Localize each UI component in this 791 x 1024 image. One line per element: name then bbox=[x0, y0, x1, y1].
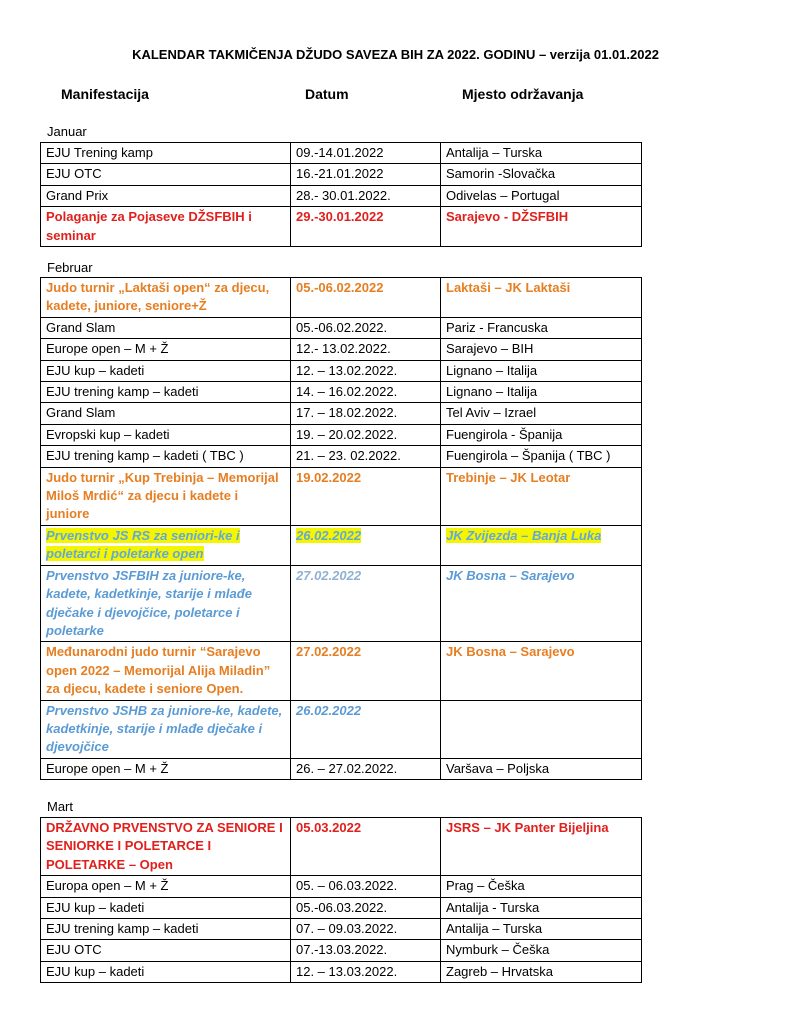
event-cell-text: Grand Slam bbox=[46, 319, 116, 335]
event-cell bbox=[41, 185, 291, 206]
date-cell bbox=[291, 446, 441, 467]
date-cell bbox=[291, 339, 441, 360]
table-februar bbox=[40, 277, 642, 780]
date-cell-text: 26. – 27.02.2022. bbox=[296, 760, 398, 776]
event-cell-text: EJU trening kamp – kadeti bbox=[46, 384, 199, 400]
table-row bbox=[41, 360, 642, 381]
place-cell bbox=[441, 758, 642, 779]
place-cell-text: JK Bosna – Sarajevo bbox=[446, 567, 575, 583]
header-event: Manifestacija bbox=[61, 86, 149, 102]
event-cell bbox=[41, 278, 291, 318]
event-cell bbox=[41, 446, 291, 467]
event-cell-text: Polaganje za Pojaseve DŽSFBIH i seminar bbox=[46, 209, 252, 243]
event-cell-text: EJU trening kamp – kadeti ( TBC ) bbox=[46, 448, 244, 464]
date-cell bbox=[291, 424, 441, 445]
date-cell bbox=[291, 525, 441, 565]
table-row bbox=[41, 467, 642, 525]
date-cell bbox=[291, 207, 441, 247]
place-cell bbox=[441, 961, 642, 982]
date-cell-text: 19. – 20.02.2022. bbox=[296, 426, 398, 442]
place-cell bbox=[441, 185, 642, 206]
place-cell-text: Lignano – Italija bbox=[446, 362, 538, 378]
event-cell bbox=[41, 339, 291, 360]
date-cell bbox=[291, 897, 441, 918]
table-row bbox=[41, 143, 642, 164]
place-cell bbox=[441, 818, 642, 876]
date-cell bbox=[291, 876, 441, 897]
table-row bbox=[41, 876, 642, 897]
table-row bbox=[41, 317, 642, 338]
table-row bbox=[41, 339, 642, 360]
date-cell bbox=[291, 360, 441, 381]
place-cell-text: Prag – Češka bbox=[446, 878, 525, 894]
date-cell bbox=[291, 382, 441, 403]
place-cell-text: Varšava – Poljska bbox=[446, 760, 550, 776]
event-cell bbox=[41, 207, 291, 247]
place-cell-text: Pariz - Francuska bbox=[446, 319, 548, 335]
date-cell bbox=[291, 961, 441, 982]
date-cell-text: 26.02.2022 bbox=[296, 702, 362, 718]
date-cell-text: 21. – 23. 02.2022. bbox=[296, 448, 401, 464]
table-row bbox=[41, 403, 642, 424]
event-cell-text: Judo turnir „Laktaši open“ za djecu, kadete, juniore, seniore+Ž bbox=[46, 280, 270, 314]
section-label-februar: Februar bbox=[47, 260, 93, 275]
date-cell bbox=[291, 919, 441, 940]
date-cell-text: 26.02.2022 bbox=[296, 527, 362, 543]
event-cell-text: Judo turnir „Kup Trebinja – Memorijal Miloš Mrdić“ za djecu i kadete i juniore bbox=[46, 469, 279, 522]
date-cell-text: 05.-06.02.2022. bbox=[296, 319, 388, 335]
table-row bbox=[41, 919, 642, 940]
date-cell-text: 14. – 16.02.2022. bbox=[296, 384, 398, 400]
place-cell bbox=[441, 700, 642, 758]
event-cell-text: Europe open – M + Ž bbox=[46, 341, 169, 357]
place-cell-text: Lignano – Italija bbox=[446, 384, 538, 400]
event-cell bbox=[41, 940, 291, 961]
event-cell-text: Europa open – M + Ž bbox=[46, 878, 169, 894]
date-cell bbox=[291, 143, 441, 164]
date-cell bbox=[291, 278, 441, 318]
event-cell bbox=[41, 919, 291, 940]
event-cell bbox=[41, 317, 291, 338]
event-cell bbox=[41, 897, 291, 918]
place-cell-text: Trebinje – JK Leotar bbox=[446, 469, 571, 485]
date-cell bbox=[291, 403, 441, 424]
document-title: KALENDAR TAKMIČENJA DŽUDO SAVEZA BIH ZA 2022. GODINU – verzija 01.01.2022 bbox=[132, 47, 659, 62]
header-date: Datum bbox=[305, 86, 349, 102]
place-cell bbox=[441, 164, 642, 185]
place-cell bbox=[441, 940, 642, 961]
event-cell-text: DRŽAVNO PRVENSTVO ZA SENIORE I SENIORKE I POLETARCE I POLETARKE – Open bbox=[46, 820, 283, 872]
section-label-januar: Januar bbox=[47, 124, 87, 139]
event-cell bbox=[41, 467, 291, 525]
event-cell bbox=[41, 360, 291, 381]
date-cell bbox=[291, 317, 441, 338]
event-cell-text: Prvenstvo JSHB za juniore-ke, kadete, kadetkinje, starije i mlađe dječake i djevojčice bbox=[46, 702, 283, 755]
event-cell bbox=[41, 382, 291, 403]
date-cell bbox=[291, 940, 441, 961]
event-cell-text: EJU Trening kamp bbox=[46, 145, 153, 160]
date-cell-text: 05.03.2022 bbox=[296, 820, 362, 835]
place-cell-text: JK Bosna – Sarajevo bbox=[446, 644, 575, 660]
place-cell bbox=[441, 360, 642, 381]
place-cell-text: Antalija - Turska bbox=[446, 899, 540, 915]
place-cell bbox=[441, 339, 642, 360]
place-cell-text: Tel Aviv – Izrael bbox=[446, 405, 537, 421]
table-row bbox=[41, 897, 642, 918]
place-cell-text: Sarajevo – BIH bbox=[446, 341, 534, 357]
place-cell-text: JSRS – JK Panter Bijeljina bbox=[446, 820, 609, 835]
place-cell bbox=[441, 446, 642, 467]
date-cell-text: 12. – 13.03.2022. bbox=[296, 963, 398, 979]
place-cell bbox=[441, 876, 642, 897]
date-cell-text: 28.- 30.01.2022. bbox=[296, 187, 391, 203]
place-cell bbox=[441, 467, 642, 525]
place-cell-text: Antalija – Turska bbox=[446, 145, 543, 160]
date-cell-text: 05.-06.02.2022 bbox=[296, 280, 384, 295]
event-cell-text: Grand Prix bbox=[46, 187, 109, 203]
table-row bbox=[41, 185, 642, 206]
date-cell-text: 16.-21.01.2022 bbox=[296, 166, 384, 182]
table-row bbox=[41, 278, 642, 318]
place-cell bbox=[441, 525, 642, 565]
place-cell bbox=[441, 278, 642, 318]
event-cell bbox=[41, 164, 291, 185]
event-cell-text: Evropski kup – kadeti bbox=[46, 426, 170, 442]
event-cell-text: Međunarodni judo turnir “Sarajevo open 2022 – Memorijal Alija Miladin” za djecu, kadete i seniore Open. bbox=[46, 644, 271, 697]
date-cell-text: 27.02.2022 bbox=[296, 644, 362, 660]
event-cell bbox=[41, 700, 291, 758]
event-cell-text: EJU kup – kadeti bbox=[46, 963, 145, 979]
date-cell-text: 07.-13.03.2022. bbox=[296, 942, 388, 958]
date-cell bbox=[291, 758, 441, 779]
table-row bbox=[41, 164, 642, 185]
date-cell-text: 12.- 13.02.2022. bbox=[296, 341, 391, 357]
place-cell bbox=[441, 897, 642, 918]
place-cell-text: Samorin -Slovačka bbox=[446, 166, 556, 182]
event-cell bbox=[41, 642, 291, 700]
event-cell bbox=[41, 758, 291, 779]
event-cell-text: Prvenstvo JSFBIH za juniore-ke, kadete, kadetkinje, starije i mlađe dječake i djevojčice, poletarce i poletarke bbox=[46, 567, 252, 638]
event-cell-text: Grand Slam bbox=[46, 405, 116, 421]
event-cell bbox=[41, 876, 291, 897]
place-cell-text: JK Zvijezda – Banja Luka bbox=[446, 527, 602, 543]
date-cell bbox=[291, 700, 441, 758]
table-row bbox=[41, 940, 642, 961]
place-cell-text: Nymburk – Češka bbox=[446, 942, 550, 958]
place-cell bbox=[441, 403, 642, 424]
event-cell bbox=[41, 143, 291, 164]
place-cell-text: Fuengirola – Španija ( TBC ) bbox=[446, 448, 611, 464]
place-cell bbox=[441, 382, 642, 403]
date-cell-text: 07. – 09.03.2022. bbox=[296, 921, 398, 937]
table-row bbox=[41, 961, 642, 982]
event-cell bbox=[41, 818, 291, 876]
event-cell bbox=[41, 961, 291, 982]
place-cell bbox=[441, 207, 642, 247]
event-cell bbox=[41, 565, 291, 642]
place-cell-text: Odivelas – Portugal bbox=[446, 187, 560, 203]
event-cell-text: EJU kup – kadeti bbox=[46, 899, 145, 915]
date-cell-text: 29.-30.01.2022 bbox=[296, 209, 384, 225]
date-cell bbox=[291, 565, 441, 642]
place-cell-text: Sarajevo - DŽSFBIH bbox=[446, 209, 569, 225]
date-cell bbox=[291, 185, 441, 206]
place-cell bbox=[441, 424, 642, 445]
place-cell bbox=[441, 642, 642, 700]
place-cell bbox=[441, 317, 642, 338]
place-cell-text: Antalija – Turska bbox=[446, 921, 543, 937]
event-cell-text: EJU OTC bbox=[46, 942, 102, 958]
place-cell bbox=[441, 565, 642, 642]
place-cell bbox=[441, 143, 642, 164]
section-label-mart: Mart bbox=[47, 799, 73, 814]
place-cell-text: Laktaši – JK Laktaši bbox=[446, 280, 571, 295]
date-cell-text: 05. – 06.03.2022. bbox=[296, 878, 398, 894]
event-cell bbox=[41, 403, 291, 424]
date-cell-text: 19.02.2022 bbox=[296, 469, 362, 485]
table-januar bbox=[40, 142, 642, 247]
table-row bbox=[41, 382, 642, 403]
date-cell bbox=[291, 164, 441, 185]
event-cell bbox=[41, 424, 291, 445]
place-cell-text: Zagreb – Hrvatska bbox=[446, 963, 553, 979]
event-cell-text: EJU OTC bbox=[46, 166, 102, 182]
table-row bbox=[41, 525, 642, 565]
date-cell-text: 12. – 13.02.2022. bbox=[296, 362, 398, 378]
date-cell bbox=[291, 467, 441, 525]
event-cell-text: EJU kup – kadeti bbox=[46, 362, 145, 378]
event-cell-text: Prvenstvo JS RS za seniori-ke i poletarci i poletarke open bbox=[46, 527, 240, 562]
place-cell bbox=[441, 919, 642, 940]
table-row bbox=[41, 207, 642, 247]
table-row bbox=[41, 818, 642, 876]
place-cell-text: Fuengirola - Španija bbox=[446, 426, 563, 442]
date-cell-text: 05.-06.03.2022. bbox=[296, 899, 388, 915]
table-row bbox=[41, 642, 642, 700]
date-cell bbox=[291, 642, 441, 700]
date-cell-text: 17. – 18.02.2022. bbox=[296, 405, 398, 421]
event-cell-text: EJU trening kamp – kadeti bbox=[46, 921, 199, 937]
table-row bbox=[41, 758, 642, 779]
date-cell bbox=[291, 818, 441, 876]
table-row bbox=[41, 565, 642, 642]
table-row bbox=[41, 700, 642, 758]
table-row bbox=[41, 446, 642, 467]
date-cell-text: 09.-14.01.2022 bbox=[296, 145, 384, 160]
event-cell bbox=[41, 525, 291, 565]
event-cell-text: Europe open – M + Ž bbox=[46, 760, 169, 776]
table-row bbox=[41, 424, 642, 445]
header-place: Mjesto održavanja bbox=[462, 86, 584, 102]
date-cell-text: 27.02.2022 bbox=[296, 567, 362, 583]
table-mart bbox=[40, 817, 642, 983]
